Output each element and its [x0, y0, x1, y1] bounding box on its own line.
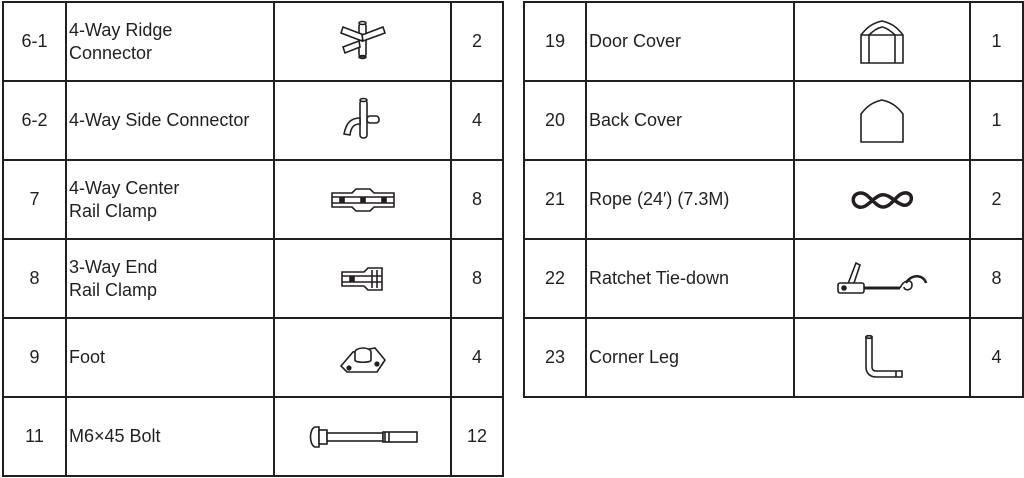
back-cover-icon [857, 96, 907, 146]
description-line: Connector [69, 42, 153, 63]
part-quantity: 12 [451, 397, 503, 476]
description-line: Corner Leg [589, 347, 680, 367]
part-number: 6-1 [3, 2, 66, 81]
description-line: 3-Way End [69, 256, 158, 277]
part-image-cell [274, 160, 451, 239]
part-quantity: 8 [451, 160, 503, 239]
ratchet-tie-down-icon [832, 257, 932, 301]
table-row [524, 2, 1023, 81]
description-line: 4-Way Side Connector [69, 110, 250, 130]
part-quantity: 1 [970, 81, 1023, 160]
part-image-cell [794, 239, 970, 318]
part-number: 8 [3, 239, 66, 318]
table-row [3, 2, 503, 81]
description-line: Ratchet Tie-down [589, 268, 730, 288]
part-image-cell [794, 160, 970, 239]
description-line: M6×45 Bolt [69, 426, 161, 446]
part-number: 9 [3, 318, 66, 397]
part-image-cell [274, 318, 451, 397]
part-number: 7 [3, 160, 66, 239]
part-image-cell [274, 2, 451, 81]
part-number: 22 [524, 239, 586, 318]
part-description [66, 81, 274, 160]
part-description [66, 160, 274, 239]
part-quantity: 8 [970, 239, 1023, 318]
part-description [586, 81, 794, 160]
corner-leg-icon [852, 333, 912, 383]
part-description [66, 318, 274, 397]
part-quantity: 4 [451, 81, 503, 160]
table-row [524, 239, 1023, 318]
table-row [3, 160, 503, 239]
4-way-side-connector-icon [338, 96, 388, 146]
description-line: Rail Clamp [69, 200, 158, 221]
center-rail-clamp-icon [330, 185, 396, 215]
description-line: 4-Way Ridge [69, 19, 173, 40]
part-number: 19 [524, 2, 586, 81]
part-description [586, 318, 794, 397]
part-number: 20 [524, 81, 586, 160]
table-row [3, 318, 503, 397]
table-row [524, 81, 1023, 160]
part-image-cell [794, 81, 970, 160]
table-row [524, 160, 1023, 239]
description-line: Rail Clamp [69, 279, 158, 300]
description-line: Door Cover [589, 31, 682, 51]
part-description [586, 160, 794, 239]
part-quantity: 8 [451, 239, 503, 318]
part-description [586, 2, 794, 81]
part-image-cell [274, 397, 451, 476]
description-line: Foot [69, 347, 106, 367]
part-quantity: 2 [970, 160, 1023, 239]
parts-table-right [523, 1, 1024, 398]
part-description [66, 2, 274, 81]
part-number: 21 [524, 160, 586, 239]
description-line: Rope (24′) (7.3M) [589, 189, 730, 209]
part-number: 11 [3, 397, 66, 476]
table-row [3, 397, 503, 476]
door-cover-icon [857, 17, 907, 67]
part-number: 6-2 [3, 81, 66, 160]
parts-table-left [2, 1, 504, 477]
description-line: Back Cover [589, 110, 683, 130]
table-row [3, 81, 503, 160]
part-description [66, 397, 274, 476]
part-image-cell [794, 318, 970, 397]
part-number: 23 [524, 318, 586, 397]
part-image-cell [794, 2, 970, 81]
table-row [524, 318, 1023, 397]
part-quantity: 1 [970, 2, 1023, 81]
foot-plate-icon [337, 338, 389, 378]
part-image-cell [274, 81, 451, 160]
table-row [3, 239, 503, 318]
end-rail-clamp-icon [338, 264, 388, 294]
part-description [66, 239, 274, 318]
4-way-ridge-connector-icon [333, 17, 393, 67]
part-quantity: 4 [970, 318, 1023, 397]
description-line: 4-Way Center [69, 177, 180, 198]
part-description [586, 239, 794, 318]
part-quantity: 2 [451, 2, 503, 81]
rope-icon [849, 185, 915, 215]
part-quantity: 4 [451, 318, 503, 397]
part-image-cell [274, 239, 451, 318]
bolt-icon [307, 425, 419, 449]
